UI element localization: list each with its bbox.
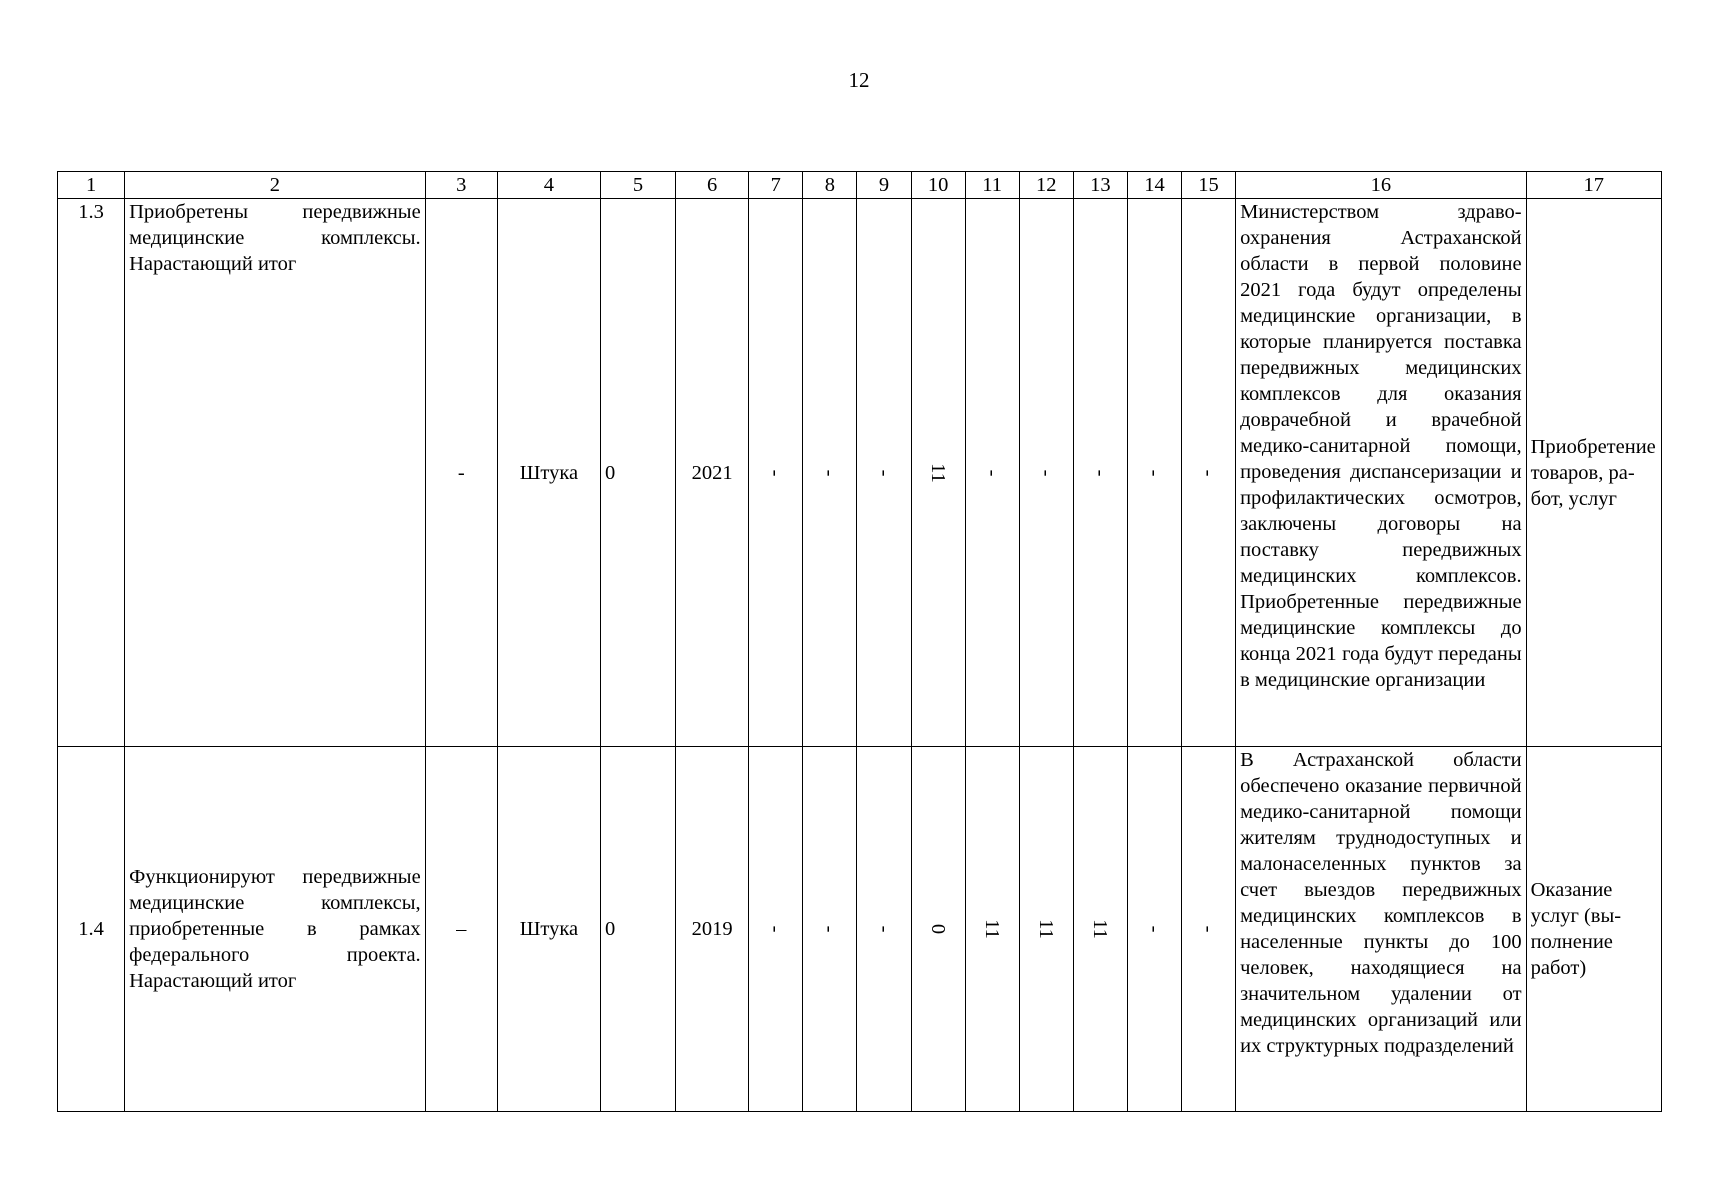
column-number: 2 — [125, 172, 426, 199]
table-row — [58, 199, 1662, 747]
period-value-text: - — [1197, 925, 1220, 933]
period-value-text: - — [764, 925, 787, 933]
column-number: 7 — [749, 172, 803, 199]
period-value-text: 11 — [1089, 919, 1112, 939]
page-number: 12 — [848, 68, 870, 92]
column-number: 17 — [1526, 172, 1661, 199]
column-number: 8 — [803, 172, 857, 199]
unit-of-measure: Штука — [497, 199, 600, 747]
column-number: 10 — [911, 172, 965, 199]
period-value — [803, 199, 857, 747]
period-value-text: 0 — [927, 923, 950, 935]
period-value — [911, 747, 965, 1112]
period-value — [857, 747, 911, 1112]
result-type: Приобретение товаров, работ, услуг — [1526, 199, 1661, 747]
period-value — [911, 199, 965, 747]
column-number: 12 — [1019, 172, 1073, 199]
period-value — [1019, 199, 1073, 747]
period-value — [749, 199, 803, 747]
column-number: 14 — [1127, 172, 1181, 199]
unit-of-measure: Штука — [497, 747, 600, 1112]
result-description: В Астраханской области обеспечено оказание первичной медико-санитарной помощи жителям труднодоступных и малонаселенных пунктов за счет выездов передвижных медицинских комплексов в населенные пункты до 100 человек, находящиеся на значительном удалении от медицинских организаций или их структурных подразделений — [1236, 747, 1527, 1112]
result-type: Оказание услуг (выполнение работ) — [1526, 747, 1661, 1112]
period-value-text: - — [872, 469, 895, 476]
period-value-text: - — [1035, 469, 1058, 476]
period-value — [857, 199, 911, 747]
column-3-value: – — [425, 747, 497, 1112]
period-value — [749, 747, 803, 1112]
base-year: 2019 — [676, 747, 749, 1112]
period-value — [1181, 199, 1235, 747]
period-value-text: 11 — [927, 462, 950, 483]
period-value-text: - — [818, 925, 841, 933]
column-number: 11 — [965, 172, 1019, 199]
period-value-text: - — [1143, 469, 1166, 476]
column-number: 15 — [1181, 172, 1235, 199]
column-3-value: - — [425, 199, 497, 747]
indicators-table — [57, 171, 1662, 1112]
column-number: 4 — [497, 172, 600, 199]
period-value — [965, 747, 1019, 1112]
column-number: 3 — [425, 172, 497, 199]
period-value-text: - — [1089, 469, 1112, 476]
column-number: 1 — [58, 172, 125, 199]
column-number: 13 — [1073, 172, 1127, 199]
column-number: 9 — [857, 172, 911, 199]
base-value: 0 — [600, 199, 675, 747]
period-value-text: - — [981, 469, 1004, 476]
period-value-text: - — [1143, 925, 1166, 933]
period-value — [1019, 747, 1073, 1112]
period-value-text: 11 — [1035, 919, 1058, 939]
period-value — [803, 747, 857, 1112]
column-number: 6 — [676, 172, 749, 199]
period-value-text: - — [1197, 469, 1220, 476]
base-value: 0 — [600, 747, 675, 1112]
period-value-text: - — [872, 925, 895, 933]
period-value — [965, 199, 1019, 747]
period-value — [1073, 199, 1127, 747]
period-value-text: - — [764, 469, 787, 476]
indicator-name: Приобретены передвижные медицинские комплексы. Нарастающий итог — [125, 199, 426, 747]
column-number: 5 — [600, 172, 675, 199]
column-numbers-row — [58, 172, 1662, 199]
table-row — [58, 747, 1662, 1112]
period-value — [1073, 747, 1127, 1112]
period-value — [1127, 747, 1181, 1112]
row-number: 1.4 — [58, 747, 125, 1112]
base-year: 2021 — [676, 199, 749, 747]
period-value-text: 11 — [981, 919, 1004, 939]
period-value-text: - — [818, 469, 841, 476]
period-value — [1181, 747, 1235, 1112]
result-description: Министерством здравоохранения Астраханской области в первой половине 2021 года будут определены медицинские организации, в которые планируется поставка передвижных медицинских комплексов для оказания доврачебной и врачебной медико-санитарной помощи, проведения диспансеризации и профилактических осмотров, заключены договоры на поставку передвижных медицинских комплексов. Приобретенные передвижные медицинские комплексы до конца 2021 года будут переданы в медицинские организации — [1236, 199, 1527, 747]
period-value — [1127, 199, 1181, 747]
column-number: 16 — [1236, 172, 1527, 199]
row-number: 1.3 — [58, 199, 125, 747]
indicator-name: Функционируют передвижные медицинские комплексы, приобретенные в рамках федерального проекта. Нарастающий итог — [125, 747, 426, 1112]
